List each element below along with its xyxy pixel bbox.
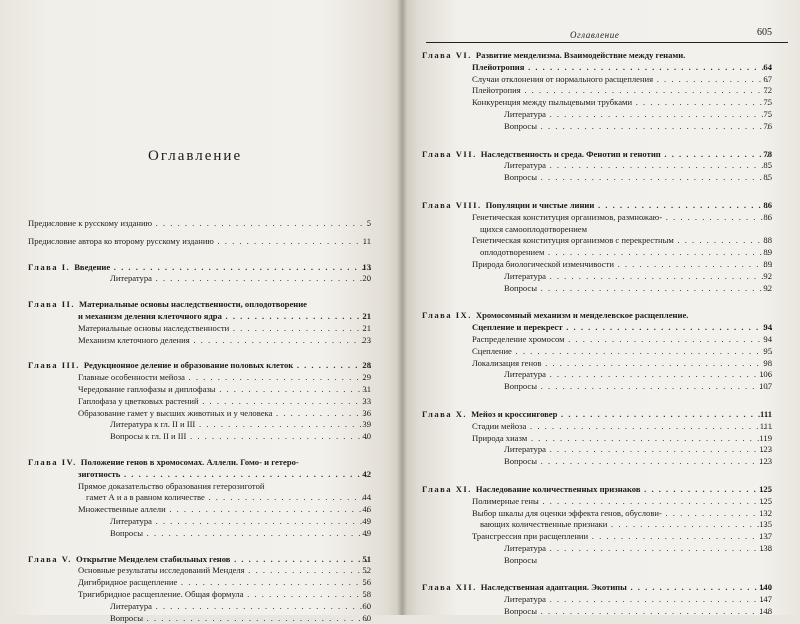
entry-title: Чередование гаплофазы и диплофазы . . . (78, 384, 371, 394)
entry-page-number: 111 (760, 408, 772, 419)
toc-entry (422, 97, 772, 109)
entry-title: Вопросы (504, 554, 538, 565)
entry-title: Генетическая конституция организмов с перекрестным . . . (472, 235, 772, 245)
toc-entry (422, 381, 772, 393)
toc-entry (422, 496, 772, 508)
entry-page-number: 60 (362, 600, 371, 611)
entry-title: Литература . . . (110, 273, 371, 283)
entry-page-number: 123 (759, 444, 772, 455)
entry-title: Вопросы . . . (504, 381, 772, 391)
toc-chapter-entry (422, 409, 772, 421)
toc-entry (28, 419, 371, 431)
entry-title: Сцепление . . . (472, 346, 772, 356)
entry-page-number: 111 (759, 420, 772, 431)
toc-entry (28, 528, 371, 540)
entry-page-number: 138 (759, 542, 772, 553)
entry-title: щихся самооплодотворением (480, 223, 588, 234)
toc-chapter-entry (422, 582, 772, 594)
entry-title: Литература . . . (504, 271, 772, 281)
running-head: Оглавление (570, 30, 620, 40)
entry-title: Распределение хромосом . . . (472, 334, 772, 344)
entry-page-number: 135 (759, 519, 772, 530)
entry-title: Прямое доказательство образования гетерозиготой (78, 480, 265, 491)
entry-page-number: 21 (362, 322, 371, 333)
entry-page-number: 58 (362, 588, 371, 599)
entry-page-number: 46 (362, 504, 371, 515)
entry-page-number: 23 (362, 334, 371, 345)
entry-title: Вопросы к гл. II и III . . . (110, 431, 371, 441)
toc-chapter-entry (422, 149, 772, 161)
toc-entry (28, 565, 371, 577)
toc-entry (28, 311, 371, 323)
entry-page-number: 123 (759, 456, 772, 467)
entry-page-number: 147 (759, 594, 772, 605)
entry-page-number: 89 (763, 258, 772, 269)
entry-title: Литература к гл. II и III . . . (110, 419, 371, 429)
entry-page-number: 31 (362, 383, 371, 394)
toc-entry (422, 235, 772, 247)
toc-entry (422, 259, 772, 271)
entry-title: Популяции и чистые линии . . . (486, 200, 772, 210)
entry-title: Вопросы . . . (504, 172, 772, 182)
toc-entry (422, 594, 772, 606)
chapter-label: Глава IV. (28, 456, 77, 467)
entry-page-number: 40 (362, 431, 371, 442)
chapter-label: Глава V. (28, 553, 72, 564)
entry-page-number: 21 (362, 310, 371, 321)
entry-page-number: 86 (763, 211, 772, 222)
entry-title: Мейоз и кроссинговер . . . (471, 409, 772, 419)
entry-page-number: 75 (763, 97, 772, 108)
entry-page-number: 86 (763, 199, 772, 210)
toc-title: Оглавление (148, 148, 243, 164)
entry-title: зиготность . . . (78, 469, 371, 479)
entry-page-number: 78 (763, 148, 772, 159)
toc-entry (28, 408, 371, 420)
toc-entry (422, 519, 772, 531)
entry-title: и механизм деления клеточного ядра . . . (78, 311, 371, 321)
toc-entry (28, 481, 371, 493)
chapter-label: Глава XII. (422, 582, 477, 593)
toc-entry (422, 283, 772, 295)
entry-title: Полимерные гены . . . (472, 496, 772, 506)
toc-entry (28, 273, 371, 285)
entry-page-number: 95 (763, 345, 772, 356)
toc-entry (422, 543, 772, 555)
entry-page-number: 5 (366, 218, 371, 228)
entry-title: Природа хиазм . . . (472, 433, 772, 443)
toc-entry (28, 396, 371, 408)
toc-chapter-entry (28, 262, 371, 274)
entry-page-number: 49 (362, 515, 371, 526)
toc-entry (422, 531, 772, 543)
entry-page-number: 56 (362, 577, 371, 588)
toc-entry (422, 421, 772, 433)
toc-chapter-entry (28, 360, 371, 372)
toc-entry (28, 516, 371, 528)
toc-chapter-entry (28, 457, 371, 469)
toc-entry (422, 74, 772, 86)
toc-entry (28, 492, 371, 504)
chapter-label: Глава I. (28, 261, 71, 272)
entry-title: оплодотворением . . . (480, 247, 772, 257)
entry-page-number: 132 (759, 507, 772, 518)
toc-entry (28, 431, 371, 443)
entry-title: Хромосомный механизм и менделевское расщепление. (475, 310, 689, 321)
entry-page-number: 20 (362, 273, 371, 284)
entry-title: Вопросы . . . (504, 606, 772, 616)
toc-entry (28, 577, 371, 589)
entry-page-number: 36 (362, 407, 371, 418)
toc-entry (422, 212, 772, 224)
entry-title: Природа биологической изменчивости . . . (472, 259, 772, 269)
entry-title: Материальные основы наследственности . . . (78, 323, 371, 333)
toc-entry (28, 236, 371, 248)
page-number: 605 (757, 27, 772, 38)
chapter-label: Глава VII. (422, 148, 477, 159)
entry-title: Множественные аллели . . . (78, 504, 371, 514)
toc-entry (28, 372, 371, 384)
toc-entry (422, 172, 772, 184)
entry-title: Предисловие к русскому изданию . . . (28, 218, 371, 228)
toc-entry (28, 384, 371, 396)
entry-title: Гаплофаза у цветковых растений . . . (78, 396, 371, 406)
entry-title: Тригибридное расщепление. Общая формула . . . (78, 589, 371, 599)
entry-page-number: 52 (362, 565, 371, 576)
entry-title: Литература . . . (110, 601, 371, 611)
toc-entry (28, 504, 371, 516)
entry-title: Наследование количественных признаков . . . (476, 484, 772, 494)
entry-page-number: 51 (362, 553, 371, 564)
chapter-label: Глава VIII. (422, 199, 482, 210)
entry-page-number: 72 (763, 85, 772, 96)
toc-chapter-entry (28, 299, 371, 311)
entry-page-number: 140 (759, 582, 772, 593)
toc-entry (422, 62, 772, 74)
toc-entry (28, 613, 371, 624)
entry-page-number: 94 (763, 333, 772, 344)
entry-title: вающих количественные признаки . . . (480, 519, 772, 529)
entry-page-number: 89 (763, 247, 772, 258)
toc-chapter-entry (422, 200, 772, 212)
entry-title: Вопросы . . . (504, 121, 772, 131)
toc-entry (422, 224, 772, 236)
chapter-label: Глава II. (28, 299, 76, 310)
entry-page-number: 64 (763, 61, 772, 72)
toc-entry (422, 334, 772, 346)
entry-title: Литература . . . (504, 160, 772, 170)
entry-title: Литература . . . (504, 543, 772, 553)
entry-title: Локализация генов . . . (472, 358, 772, 368)
entry-title: Главные особенности мейоза . . . (78, 372, 371, 382)
entry-page-number: 92 (763, 282, 772, 293)
chapter-label: Глава III. (28, 360, 80, 371)
entry-page-number: 67 (763, 73, 772, 84)
entry-title: Литература . . . (504, 594, 772, 604)
entry-title: Предисловие автора ко второму русскому изданию . . . (28, 236, 371, 246)
toc-entry (422, 121, 772, 133)
toc-entry (28, 218, 371, 230)
entry-page-number: 29 (362, 372, 371, 383)
toc-entry (28, 323, 371, 335)
chapter-label: Глава VI. (422, 50, 472, 60)
chapter-label: Глава X. (422, 408, 468, 419)
entry-title: Трансгрессия при расщеплении . . . (472, 531, 772, 541)
entry-page-number: 11 (362, 235, 371, 246)
entry-page-number: 125 (759, 495, 772, 506)
toc-list-left (28, 218, 371, 624)
entry-page-number: 94 (763, 322, 772, 333)
toc-entry (422, 322, 772, 334)
entry-title: Дигибридное расщепление . . . (78, 577, 371, 587)
entry-title: гамет А и а в равном количестве . . . (86, 492, 371, 502)
entry-page-number: 39 (362, 419, 371, 430)
entry-title: Литература . . . (504, 369, 772, 379)
toc-chapter-entry (28, 554, 371, 566)
entry-page-number: 85 (763, 160, 772, 171)
toc-entry (422, 456, 772, 468)
entry-title: Плейотропия . . . (472, 85, 772, 95)
toc-entry (422, 444, 772, 456)
entry-title: Материальные основы наследственности, оплодотворение (79, 299, 307, 310)
entry-title: Положение генов в хромосомах. Аллели. Гомо- и гетеро- (80, 456, 299, 467)
toc-entry (28, 469, 371, 481)
toc-entry (28, 335, 371, 347)
entry-page-number: 137 (759, 531, 772, 542)
entry-title: Вопросы . . . (504, 283, 772, 293)
entry-title: Выбор шкалы для оценки эффекта генов, обуслови- . . . (472, 508, 772, 518)
entry-page-number: 85 (763, 172, 772, 183)
toc-list-right (422, 50, 772, 618)
toc-entry (422, 508, 772, 520)
entry-page-number: 98 (763, 357, 772, 368)
entry-title: Образование гамет у высших животных и у человека . . . (78, 408, 371, 418)
entry-page-number: 119 (759, 432, 772, 443)
toc-entry (422, 555, 772, 567)
entry-page-number: 125 (759, 483, 772, 494)
entry-page-number: 148 (759, 606, 772, 617)
entry-title: Наследственная адаптация. Экотипы . . . (481, 582, 772, 592)
entry-page-number: 13 (362, 261, 371, 272)
toc-chapter-entry (422, 50, 772, 62)
toc-entry (422, 369, 772, 381)
toc-entry (422, 109, 772, 121)
entry-title: Конкуренция между пыльцевыми трубками . . . (472, 97, 772, 107)
entry-page-number: 28 (362, 360, 371, 371)
toc-chapter-entry (422, 484, 772, 496)
entry-page-number: 44 (362, 492, 371, 503)
entry-page-number: 76 (763, 120, 772, 131)
toc-entry (422, 271, 772, 283)
entry-title: Редукционное деление и образование половых клеток . . . (84, 360, 371, 370)
entry-page-number: 107 (759, 381, 772, 392)
toc-entry (422, 606, 772, 618)
entry-title: Вопросы . . . (110, 613, 371, 623)
entry-title: Стадии мейоза . . . (472, 421, 772, 431)
toc-entry (422, 358, 772, 370)
entry-page-number: 33 (362, 395, 371, 406)
entry-title: Литература . . . (504, 109, 772, 119)
toc-chapter-entry (422, 310, 772, 322)
entry-page-number: 60 (362, 612, 371, 623)
entry-page-number: 75 (763, 108, 772, 119)
right-page (402, 0, 800, 615)
entry-title: Основные результаты исследований Менделя . . . (78, 565, 371, 575)
entry-title: Наследственность и среда. Фенотип и генотип . . . (481, 149, 772, 159)
book-gutter-shadow (397, 0, 407, 615)
header-rule (426, 42, 788, 43)
entry-page-number: 49 (362, 527, 371, 538)
toc-entry (422, 247, 772, 259)
entry-title: Развитие менделизма. Взаимодействие между генами. (475, 50, 686, 60)
toc-entry (422, 85, 772, 97)
toc-entry (422, 433, 772, 445)
entry-title: Открытие Менделем стабильных генов . . . (76, 554, 371, 564)
entry-title: Генетическая конституция организмов, размножаю- . . . (472, 212, 772, 222)
toc-entry (28, 601, 371, 613)
entry-title: Вопросы . . . (110, 528, 371, 538)
toc-entry (422, 346, 772, 358)
entry-page-number: 106 (759, 369, 772, 380)
entry-title: Плейотропия . . . (472, 62, 772, 72)
entry-title: Случаи отклонения от нормального расщепления . . . (472, 74, 772, 84)
toc-entry (422, 160, 772, 172)
entry-title: Механизм клеточного деления . . . (78, 335, 371, 345)
chapter-label: Глава IX. (422, 310, 472, 321)
entry-page-number: 88 (763, 235, 772, 246)
entry-title: Литература . . . (504, 444, 772, 454)
entry-title: Вопросы . . . (504, 456, 772, 466)
chapter-label: Глава XI. (422, 483, 472, 494)
toc-entry (28, 589, 371, 601)
entry-title: Сцепление и перекрест . . . (472, 322, 772, 332)
entry-page-number: 92 (763, 270, 772, 281)
entry-page-number: 42 (362, 468, 371, 479)
entry-title: Литература . . . (110, 516, 371, 526)
entry-title: Введение . . . (74, 262, 371, 272)
